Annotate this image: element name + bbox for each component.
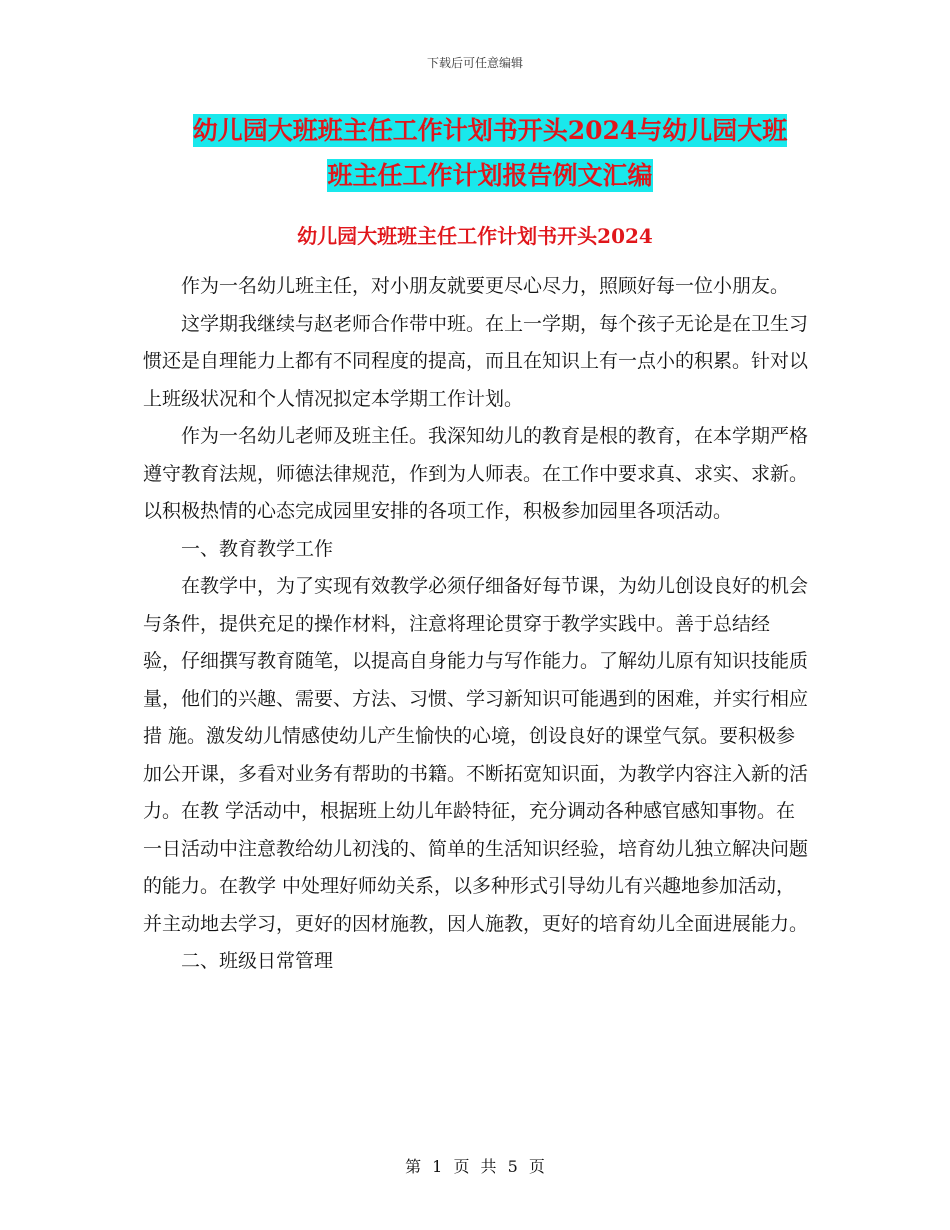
section-heading: 二、班级日常管理 (181, 950, 334, 972)
paragraph: 在教学中，为了实现有效教学必须仔细备好每节课，为幼儿创设良好的机会与条件，提供充足的操作材料，注意将理论贯穿于教学实践中。善于总结经 验，仔细撰写教育随笔，以提高自身能力与写作能力。了解幼儿原有知识技能质量，他们的兴趣、需要、方法、习惯、学习新知识可能遇到的困难，并实行相应措 施。激发幼儿情感使幼儿产生愉快的心境，创设良好的课堂气氛。要积极参加公开课，多看对业务有帮助的书籍。不断拓宽知识面，为教学内容注入新的活力。在教 学活动中，根据班上幼儿年龄特征，充分调动各种感官感知事物。在一日活动中注意教给幼儿初浅的、简单的生活知识经验，培育幼儿独立解决问题的能力。在教学 中处理好师幼关系，以多种形式引导幼儿有兴趣地参加活动，并主动地去学习，更好的因材施教，因人施教，更好的培育幼儿全面进展能力。 (143, 575, 809, 935)
paragraph: 作为一名幼儿班主任，对小朋友就要更尽心尽力，照顾好每一位小朋友。 (181, 275, 790, 297)
section-heading: 一、教育教学工作 (181, 537, 334, 560)
page-footer: 第 1 页 共 5 页 (405, 1157, 545, 1176)
document-title (140, 108, 840, 198)
paragraph: 这学期我继续与赵老师合作带中班。在上一学期，每个孩子无论是在卫生习惯还是自理能力上都有不同程度的提高，而且在知识上有一点小的积累。针对以上班级状况和个人情况拟定本学期工作计划。 (143, 312, 809, 410)
section-title: 幼儿园大班班主任工作计划书开头2024 (297, 224, 653, 248)
document-body (143, 268, 811, 981)
paragraph: 作为一名幼儿老师及班主任。我深知幼儿的教育是根的教育，在本学期严格遵守教育法规，师德法律规范，作到为人师表。在工作中要求真、求实、求新。以积极热情的心态完成园里安排的各项工作，积极参加园里各项活动。 (143, 425, 809, 522)
document-title-line-2: 班主任工作计划报告例文汇编 (327, 161, 653, 190)
page-header: 下载后可任意编辑 (426, 56, 523, 70)
document-title-line-1: 幼儿园大班班主任工作计划书开头2024与幼儿园大班 (192, 116, 788, 145)
